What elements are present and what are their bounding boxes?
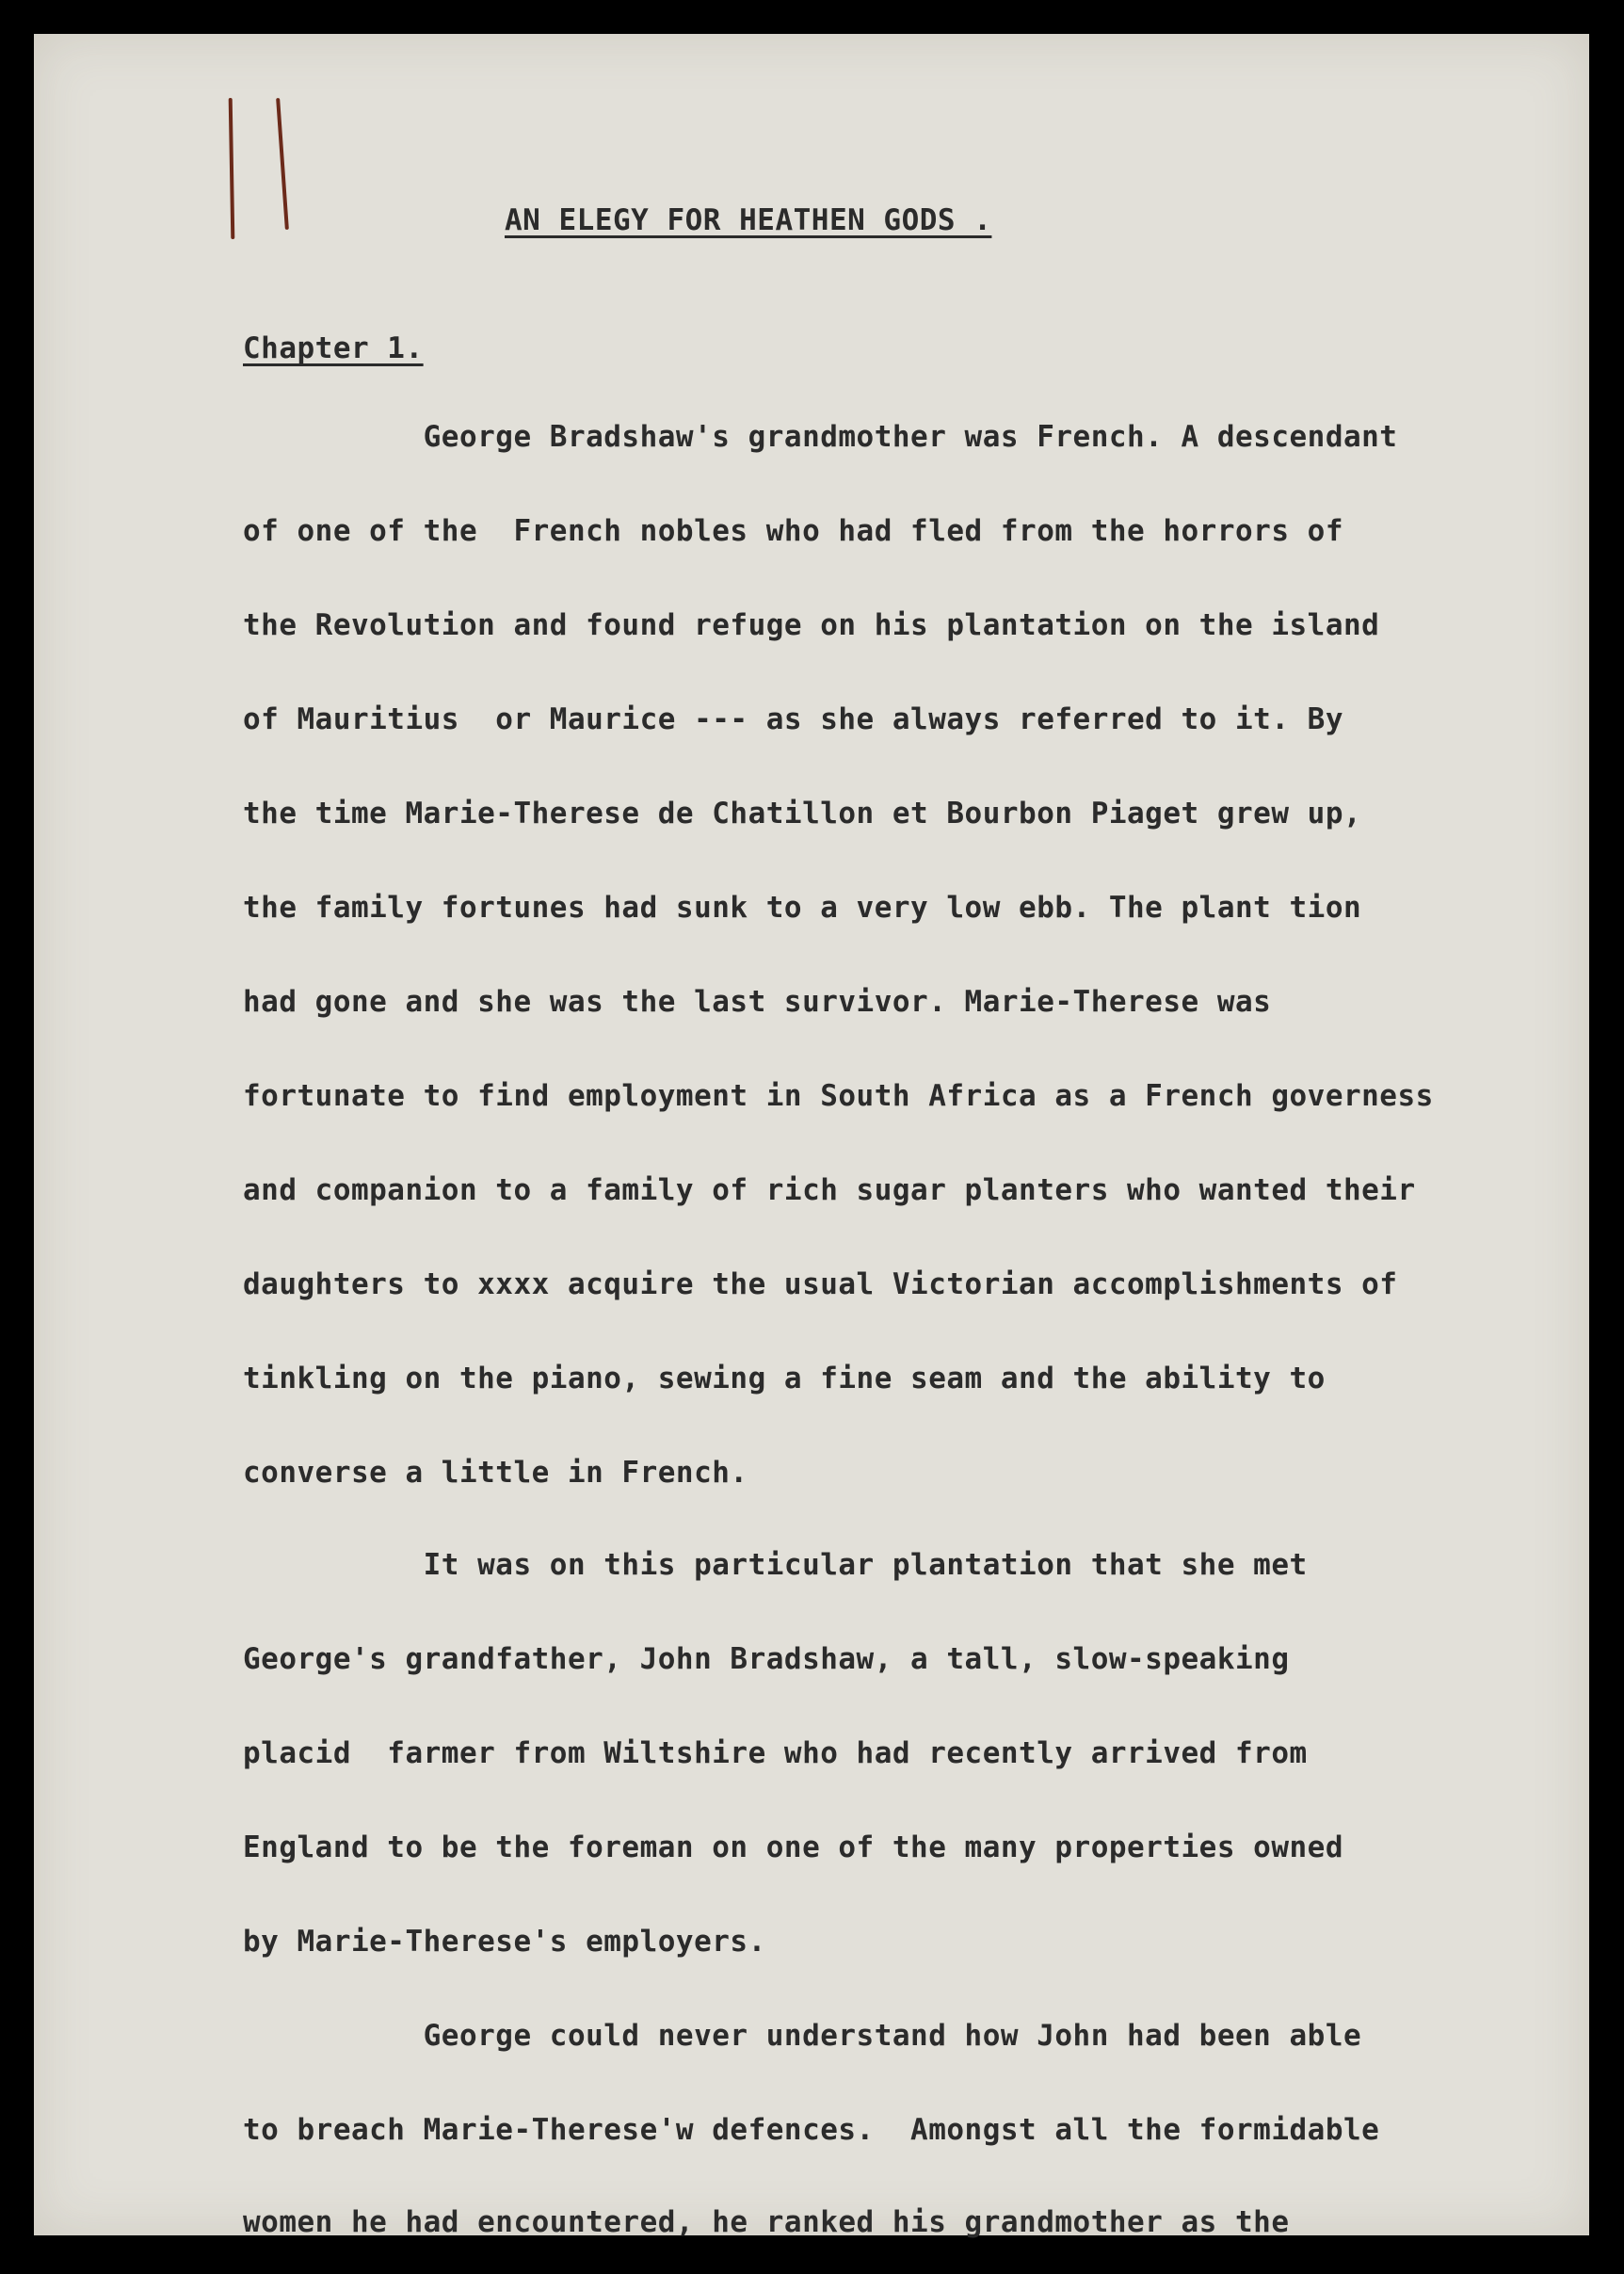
text-line: by Marie-Therese's employers. bbox=[243, 1925, 766, 1959]
document-title: AN ELEGY FOR HEATHEN GODS . bbox=[505, 203, 992, 237]
text-line: converse a little in French. bbox=[243, 1456, 748, 1490]
text-line: fortunate to find employment in South Africa as a French governess bbox=[243, 1079, 1434, 1113]
text-line: had gone and she was the last survivor. Marie-Therese was bbox=[243, 985, 1272, 1019]
text-line: and companion to a family of rich sugar planters who wanted their bbox=[243, 1173, 1416, 1207]
chapter-heading: Chapter 1. bbox=[243, 331, 424, 365]
text-line: the Revolution and found refuge on his plantation on the island bbox=[243, 608, 1380, 642]
staple-mark bbox=[276, 98, 289, 230]
text-line: George's grandfather, John Bradshaw, a tall, slow-speaking bbox=[243, 1642, 1290, 1676]
staple-mark bbox=[229, 98, 235, 239]
text-line: George Bradshaw's grandmother was French. A descendant bbox=[243, 420, 1398, 454]
text-line: George could never understand how John had been able bbox=[243, 2019, 1362, 2053]
text-line: of Mauritius or Maurice --- as she always referred to it. By bbox=[243, 702, 1343, 736]
text-line: women he had encountered, he ranked his grandmother as the bbox=[243, 2205, 1290, 2239]
text-line: daughters to xxxx acquire the usual Victorian accomplishments of bbox=[243, 1267, 1398, 1301]
text-line: It was on this particular plantation that she met bbox=[243, 1548, 1308, 1582]
text-line: tinkling on the piano, sewing a fine seam and the ability to bbox=[243, 1362, 1326, 1395]
text-line: placid farmer from Wiltshire who had recently arrived from bbox=[243, 1736, 1308, 1770]
typewritten-page bbox=[34, 34, 1589, 2239]
text-line: of one of the French nobles who had fled from the horrors of bbox=[243, 514, 1343, 548]
text-line: the family fortunes had sunk to a very low ebb. The plant tion bbox=[243, 891, 1362, 925]
text-line: England to be the foreman on one of the many properties owned bbox=[243, 1830, 1343, 1864]
text-line: to breach Marie-Therese'w defences. Amongst all the formidable bbox=[243, 2113, 1380, 2147]
text-line: the time Marie-Therese de Chatillon et Bourbon Piaget grew up, bbox=[243, 797, 1362, 831]
